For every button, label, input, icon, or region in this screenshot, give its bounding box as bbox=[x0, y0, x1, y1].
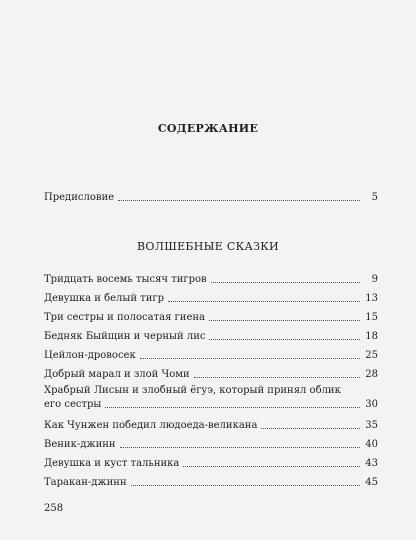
toc-entry-page: 25 bbox=[365, 350, 378, 361]
contents-title: СОДЕРЖАНИЕ bbox=[157, 122, 259, 135]
toc-entry-title: Веник-джинн bbox=[44, 439, 116, 450]
dot-leader bbox=[118, 200, 360, 201]
dot-leader bbox=[194, 377, 360, 378]
toc-entry-title-line1: Храбрый Лисын и злобный ёгуэ, который принял облик bbox=[44, 385, 341, 396]
toc-entry-page: 30 bbox=[365, 399, 378, 410]
toc-entry-page: 45 bbox=[365, 477, 378, 488]
toc-entry bbox=[44, 293, 378, 305]
toc-entry bbox=[44, 439, 378, 451]
toc-entry-title-line2: его сестры bbox=[44, 399, 102, 410]
toc-entry-title: Тридцать восемь тысяч тигров bbox=[44, 274, 207, 285]
toc-entry-page: 43 bbox=[365, 458, 378, 469]
toc-entry-title: Бедняк Быйщин и черный лис bbox=[44, 331, 206, 342]
toc-entry-title: Три сестры и полосатая гиена bbox=[44, 312, 206, 323]
toc-entry-title: Как Чунжен победил людоеда-великана bbox=[44, 420, 258, 431]
toc-entry-page: 28 bbox=[365, 369, 378, 380]
toc-entry bbox=[44, 458, 378, 470]
toc-entry-page: 15 bbox=[365, 312, 378, 323]
dot-leader bbox=[211, 282, 360, 283]
page-number: 258 bbox=[44, 503, 64, 514]
dot-leader bbox=[105, 407, 360, 408]
toc-entry-preface bbox=[44, 192, 378, 204]
toc-entry-title: Добрый марал и злой Чоми bbox=[44, 369, 190, 380]
toc-entry-title: Девушка и белый тигр bbox=[44, 293, 165, 304]
dot-leader bbox=[209, 320, 360, 321]
toc-entry-title: Цейлон-дровосек bbox=[44, 350, 136, 361]
dot-leader bbox=[183, 466, 360, 467]
toc-entry-page: 40 bbox=[365, 439, 378, 450]
toc-entry bbox=[44, 369, 378, 381]
toc-entry bbox=[44, 274, 378, 286]
dot-leader bbox=[261, 428, 360, 429]
dot-leader bbox=[120, 447, 360, 448]
toc-entry-page: 5 bbox=[371, 192, 378, 203]
dot-leader bbox=[131, 485, 360, 486]
toc-entry-page: 18 bbox=[365, 331, 378, 342]
toc-entry-page: 35 bbox=[365, 420, 378, 431]
toc-entry bbox=[44, 477, 378, 489]
toc-entry-page: 13 bbox=[365, 293, 378, 304]
toc-entry bbox=[44, 312, 378, 324]
toc-entry-title: Девушка и куст тальника bbox=[44, 458, 180, 469]
toc-entry bbox=[44, 420, 378, 432]
toc-entry-title: Предисловие bbox=[44, 192, 115, 203]
toc-entry-multiline bbox=[44, 385, 378, 411]
toc-entry bbox=[44, 331, 378, 343]
toc-entry bbox=[44, 350, 378, 362]
dot-leader bbox=[168, 301, 360, 302]
toc-entry-title: Таракан-джинн bbox=[44, 477, 127, 488]
dot-leader bbox=[209, 339, 360, 340]
dot-leader bbox=[140, 358, 360, 359]
section-title: ВОЛШЕБНЫЕ СКАЗКИ bbox=[137, 240, 279, 253]
toc-entry-page: 9 bbox=[371, 274, 378, 285]
